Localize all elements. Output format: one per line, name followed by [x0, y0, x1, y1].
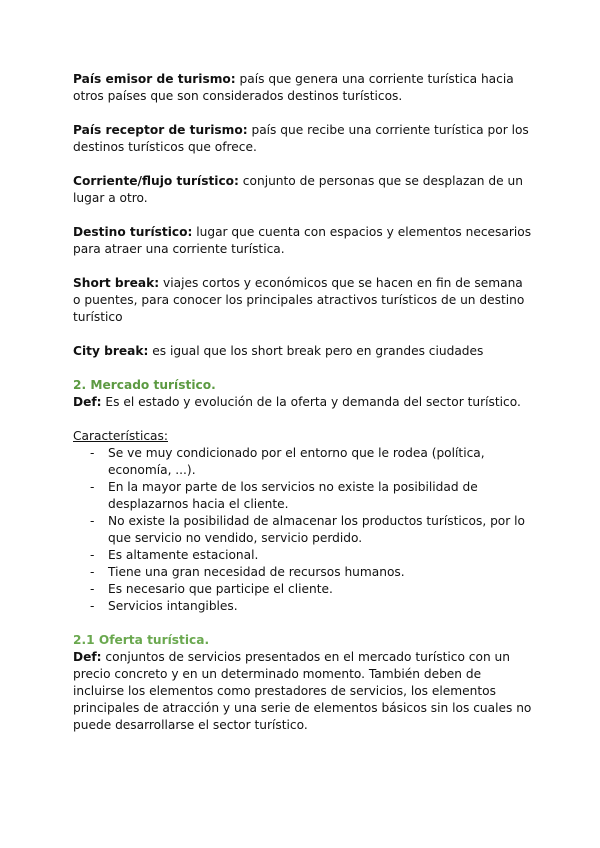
list-item-text: No existe la posibilidad de almacenar los productos turísticos, por lo que servicio no vendido, servicio perdido. [108, 514, 525, 545]
definition-destino [73, 224, 533, 258]
list-item [73, 547, 533, 564]
list-item-text: Tiene una gran necesidad de recursos humanos. [108, 565, 405, 579]
list-item [73, 581, 533, 598]
dash-bullet: - [90, 480, 95, 494]
section-definition [73, 649, 533, 734]
section-heading-oferta: 2.1 Oferta turística. [73, 633, 210, 647]
section-definition [73, 394, 533, 411]
dash-bullet: - [90, 446, 95, 460]
definition-term: País emisor de turismo: [73, 72, 236, 86]
list-item-text: Se ve muy condicionado por el entorno que le rodea (política, economía, ...). [108, 446, 485, 477]
list-item [73, 598, 533, 615]
characteristics-label: Características: [73, 429, 168, 443]
definition-text: lugar que cuenta con espacios y elementos necesarios para atraer una corriente turística. [73, 225, 532, 256]
document-content [73, 71, 533, 751]
definition-term: City break: [73, 344, 149, 358]
characteristics-list [73, 445, 533, 615]
list-item-text: Servicios intangibles. [108, 599, 238, 613]
section-heading-mercado: 2. Mercado turístico. [73, 378, 216, 392]
definition-term: País receptor de turismo: [73, 123, 248, 137]
list-item [73, 479, 533, 513]
dash-bullet: - [90, 565, 95, 579]
def-label: Def: [73, 395, 102, 409]
definition-short-break [73, 275, 533, 326]
definition-term: Corriente/flujo turístico: [73, 174, 239, 188]
list-item-text: En la mayor parte de los servicios no existe la posibilidad de desplazarnos hacia el cliente. [108, 480, 478, 511]
definition-text: país que recibe una corriente turística por los destinos turísticos que ofrece. [73, 123, 529, 154]
definition-receptor [73, 122, 533, 156]
def-text: Es el estado y evolución de la oferta y demanda del sector turístico. [101, 395, 521, 409]
def-label: Def: [73, 650, 102, 664]
definition-city-break [73, 343, 533, 360]
list-item-text: Es necesario que participe el cliente. [108, 582, 333, 596]
definition-text: país que genera una corriente turística hacia otros países que son considerados destinos turísticos. [73, 72, 514, 103]
dash-bullet: - [90, 599, 95, 613]
definition-corriente [73, 173, 533, 207]
list-item [73, 513, 533, 547]
definition-text: viajes cortos y económicos que se hacen en fin de semana o puentes, para conocer los principales atractivos turísticos de un destino turístico [73, 276, 525, 324]
dash-bullet: - [90, 548, 95, 562]
dash-bullet: - [90, 582, 95, 596]
definition-emisor [73, 71, 533, 105]
definition-term: Destino turístico: [73, 225, 193, 239]
list-item-text: Es altamente estacional. [108, 548, 259, 562]
list-item [73, 445, 533, 479]
definition-term: Short break: [73, 276, 160, 290]
definition-text: conjunto de personas que se desplazan de un lugar a otro. [73, 174, 523, 205]
def-text: conjuntos de servicios presentados en el mercado turístico con un precio concreto y en un determinado momento. También deben de incluirse los elementos como prestadores de servicios, los elementos principales de atracción y una serie de elementos básicos sin los cuales no puede desarrollarse el sector turístico. [73, 650, 532, 732]
dash-bullet: - [90, 514, 95, 528]
list-item [73, 564, 533, 581]
definition-text: es igual que los short break pero en grandes ciudades [148, 344, 484, 358]
